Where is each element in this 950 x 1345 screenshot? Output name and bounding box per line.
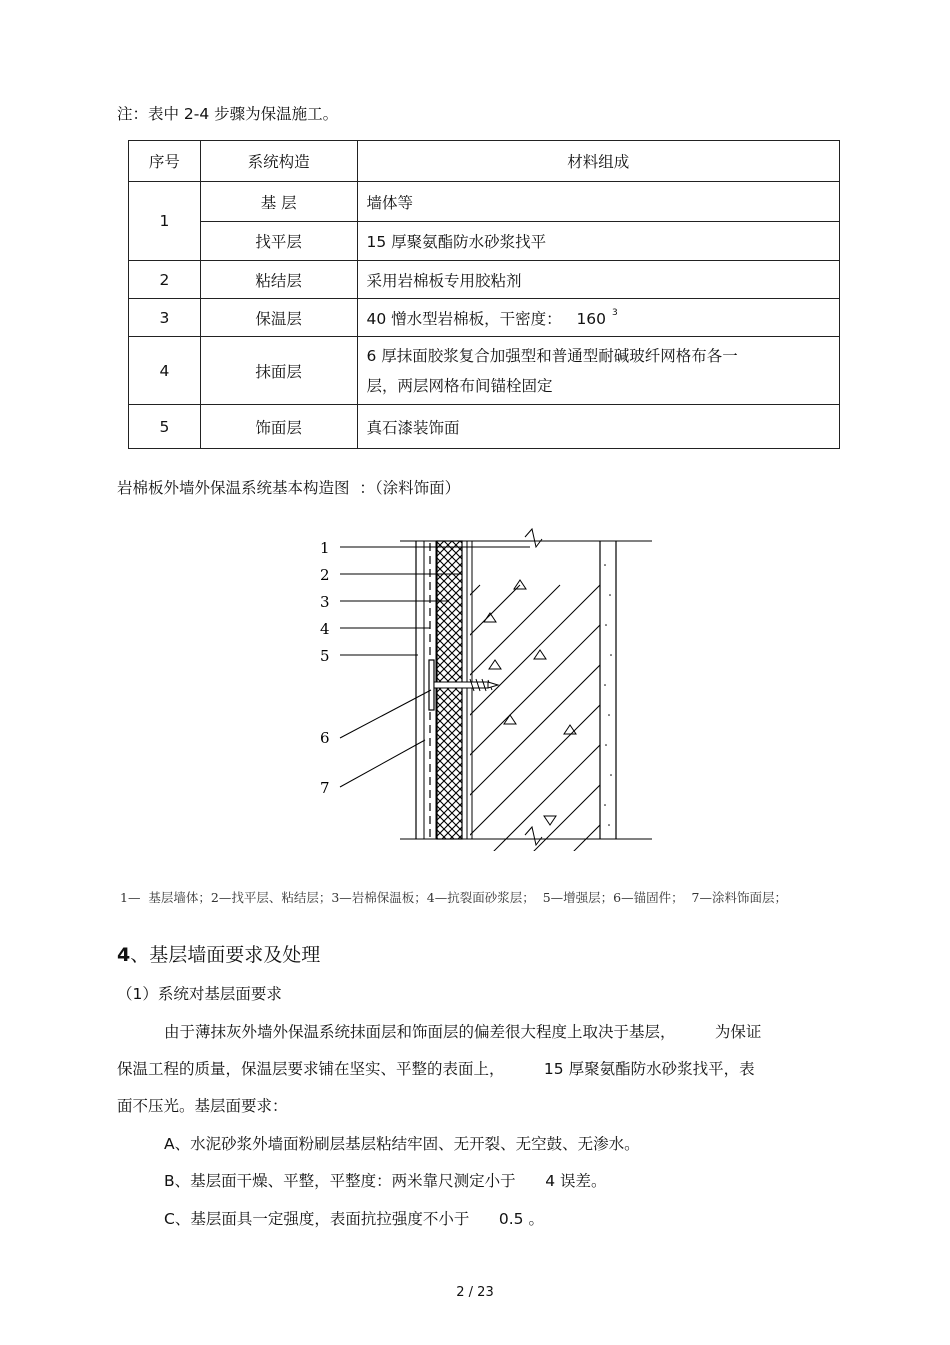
row-material: 40 憎水型岩棉板，干密度： 160 <box>366 309 607 328</box>
aggregate-mark <box>514 580 526 589</box>
row-layer: 粘结层 <box>200 261 357 299</box>
table-row <box>129 261 840 299</box>
aggregate-mark <box>564 725 576 734</box>
break-symbol-bottom <box>525 827 542 845</box>
leader-lines <box>340 547 530 787</box>
table-row <box>129 299 840 337</box>
figure-title: 岩棉板外墙外保温系统基本构造图 ：（涂料饰面） <box>117 479 461 497</box>
row-no: 3 <box>129 299 201 337</box>
row-layer: 基 层 <box>200 182 357 222</box>
table-row <box>129 405 840 449</box>
label-6: 6 <box>320 729 330 747</box>
break-symbol-top <box>525 529 542 547</box>
page-number: 2 / 23 <box>456 1285 494 1300</box>
row-no: 2 <box>129 261 201 299</box>
table-header-row <box>129 141 840 182</box>
label-1: 1 <box>320 539 330 557</box>
row-no: 1 <box>129 182 201 261</box>
table-row <box>129 182 840 222</box>
paragraph-line: 面不压光。基层面要求： <box>117 1097 288 1115</box>
row-material: 墙体等 <box>357 182 839 222</box>
col-header-layer: 系统构造 <box>200 141 357 182</box>
row-material-line: 6 厚抹面胶浆复合加强型和普通型耐碱玻纤网格布各一 <box>366 346 738 365</box>
label-5: 5 <box>320 647 330 665</box>
requirement-item: B、基层面干燥、平整，平整度：两米靠尺测定小于 4 误差。 <box>164 1172 607 1190</box>
col-header-material: 材料组成 <box>357 141 839 182</box>
table-row <box>129 337 840 405</box>
subsection-title: （1）系统对基层面要求 <box>117 985 282 1003</box>
section-heading <box>117 940 320 967</box>
label-7: 7 <box>320 779 330 797</box>
row-material: 采用岩棉板专用胶粘剂 <box>357 261 839 299</box>
requirement-item: A、水泥砂浆外墙面粉刷层基层粘结牢固、无开裂、无空鼓、无渗水。 <box>164 1135 640 1153</box>
base-wall <box>300 585 660 860</box>
section-number: 4 <box>117 944 131 966</box>
row-layer: 保温层 <box>200 299 357 337</box>
row-layer: 抹面层 <box>200 337 357 405</box>
superscript: 3 <box>612 307 618 318</box>
row-material: 真石漆装饰面 <box>357 405 839 449</box>
aggregate-mark <box>489 660 501 669</box>
row-material: 15 厚聚氨酯防水砂浆找平 <box>357 222 839 261</box>
row-material-line: 层，两层网格布间锚栓固定 <box>366 376 553 395</box>
row-layer: 饰面层 <box>200 405 357 449</box>
requirement-item: C、基层面具一定强度，表面抗拉强度不小于 0.5 。 <box>164 1210 544 1228</box>
paragraph-line: 由于薄抹灰外墙外保温系统抹面层和饰面层的偏差很大程度上取决于基层， 为保证 <box>164 1023 762 1041</box>
table-row <box>129 222 840 261</box>
row-no: 5 <box>129 405 201 449</box>
paragraph-line: 保温工程的质量，保温层要求铺在坚实、平整的表面上， 15 厚聚氨酯防水砂浆找平，表 <box>117 1060 755 1078</box>
aggregate-mark <box>534 650 546 659</box>
aggregate-mark <box>544 816 556 825</box>
plaster-dots <box>604 564 612 826</box>
label-3: 3 <box>320 593 330 611</box>
table-note: 注：表中 2-4 步骤为保温施工。 <box>117 105 339 123</box>
label-2: 2 <box>320 566 330 584</box>
row-material-cell <box>357 337 839 405</box>
row-no: 4 <box>129 337 201 405</box>
section-title: 、基层墙面要求及处理 <box>130 944 321 966</box>
layer-spec-table <box>128 140 840 449</box>
figure-legend: 1— 基层墙体；2—找平层、粘结层；3—岩棉保温板；4—抗裂面砂浆层； 5—增强层；6—锚固件； 7—涂料饰面层； <box>120 890 788 905</box>
label-4: 4 <box>320 620 330 638</box>
row-material-cell <box>357 299 839 337</box>
col-header-no: 序号 <box>129 141 201 182</box>
wall-section-diagram <box>300 525 660 860</box>
row-layer: 找平层 <box>200 222 357 261</box>
insulation-board <box>437 541 462 839</box>
